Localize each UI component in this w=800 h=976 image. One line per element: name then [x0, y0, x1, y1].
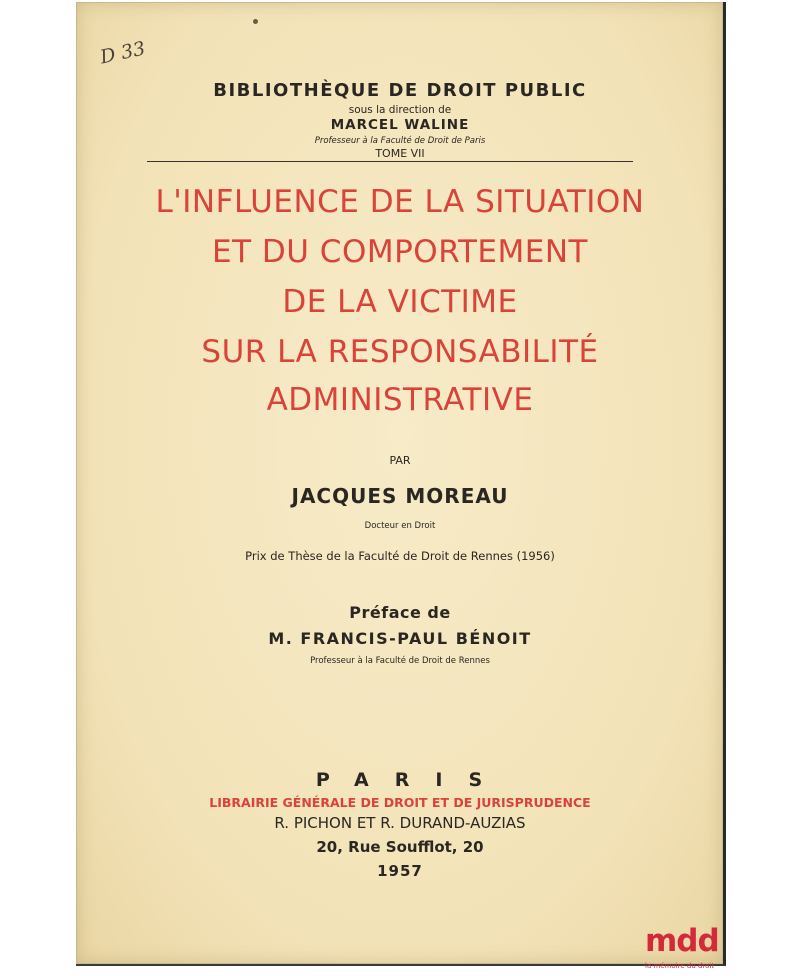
preface-label: Préface de	[349, 603, 451, 622]
by-label: PAR	[389, 454, 411, 467]
author-name: JACQUES MOREAU	[291, 484, 509, 508]
author-degree: Docteur en Droit	[364, 521, 436, 531]
series-title: BIBLIOTHÈQUE DE DROIT PUBLIC	[213, 80, 587, 101]
book-title-line-1: L'INFLUENCE DE LA SITUATION	[155, 184, 645, 220]
mdd-logo-tagline: la mémoire du droit	[645, 962, 715, 970]
publisher-name: LIBRAIRIE GÉNÉRALE DE DROIT ET DE JURISPRUDENCE	[209, 795, 591, 810]
book-title-line-5: ADMINISTRATIVE	[266, 382, 534, 418]
book-title-line-3: DE LA VICTIME	[282, 284, 518, 320]
publication-year: 1957	[377, 862, 423, 880]
mdd-logo	[645, 923, 725, 972]
handwritten-shelfmark: D 33	[98, 37, 148, 69]
series-director-role: Professeur à la Faculté de Droit de Paris	[314, 136, 486, 146]
book-title-line-4: SUR LA RESPONSABILITÉ	[201, 334, 599, 370]
mdd-logo-mark: mdd	[645, 923, 719, 959]
series-direction: sous la direction de	[348, 104, 452, 116]
publication-city: PARIS	[315, 769, 509, 791]
publisher-editors: R. PICHON ET R. DURAND-AUZIAS	[274, 814, 526, 832]
book-title-line-2: ET DU COMPORTEMENT	[212, 234, 588, 270]
volume-number: TOME VII	[375, 147, 425, 160]
publisher-address: 20, Rue Soufflot, 20	[316, 838, 484, 856]
divider	[147, 161, 633, 162]
preface-author: M. FRANCIS-PAUL BÉNOIT	[268, 629, 532, 648]
series-director: MARCEL WALINE	[330, 117, 470, 133]
preface-author-role: Professeur à la Faculté de Droit de Rennes	[310, 656, 490, 666]
ink-spot	[253, 19, 258, 24]
author-prize: Prix de Thèse de la Faculté de Droit de Rennes (1956)	[245, 549, 555, 563]
